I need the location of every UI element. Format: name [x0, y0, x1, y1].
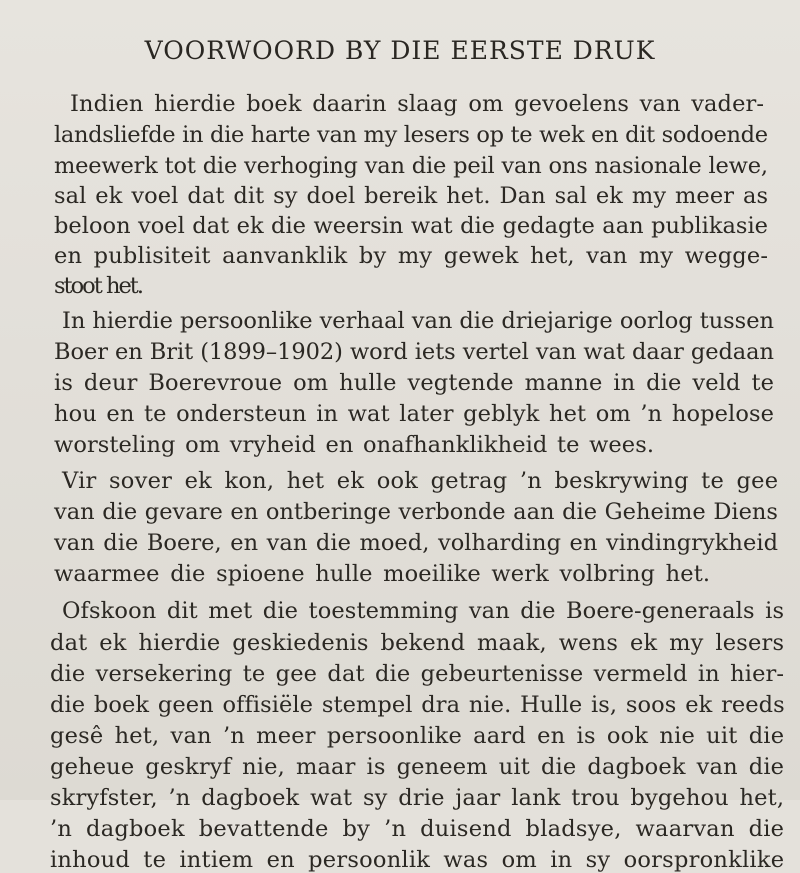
paragraph-4-line-3: die versekering te gee dat die gebeurtenisse vermeld in hier- — [50, 661, 785, 687]
paragraph-1-line-3: meewerk tot die verhoging van die peil van ons nasionale lewe, — [54, 153, 768, 179]
paragraph-4-line-2: dat ek hierdie geskiedenis bekend maak, wens ek my lesers — [50, 630, 785, 656]
paragraph-3-line-2: van die gevare en ontberinge verbonde aan die Geheime Diens — [54, 499, 778, 525]
paragraph-2-line-5: worsteling om vryheid en onafhanklikheid te wees. — [54, 432, 655, 458]
paragraph-1-line-7: stoot het. — [54, 273, 143, 299]
page-title: VOORWOORD BY DIE EERSTE DRUK — [144, 36, 656, 65]
paragraph-4-line-7: skryfster, ’n dagboek wat sy drie jaar lank trou bygehou het, — [50, 785, 785, 811]
paragraph-4-line-9: inhoud te intiem en persoonlik was om in sy oorspronklike — [50, 847, 785, 873]
paragraph-4-line-8: ’n dagboek bevattende by ’n duisend bladsye, waarvan die — [50, 816, 785, 842]
paragraph-4-line-1: Ofskoon dit met die toestemming van die Boere-generaals is — [62, 598, 785, 624]
paragraph-1-line-6: en publisiteit aanvanklik by my gewek het, van my wegge- — [54, 243, 769, 269]
paragraph-4-line-6: geheue geskryf nie, maar is geneem uit die dagboek van die — [50, 754, 785, 780]
paragraph-2-line-2: Boer en Brit (1899–1902) word iets vertel van wat daar gedaan — [54, 339, 774, 365]
paragraph-3-line-1: Vir sover ek kon, het ek ook getrag ’n beskrywing te gee — [62, 468, 779, 494]
paragraph-4-line-4: die boek geen offisiële stempel dra nie. Hulle is, soos ek reeds — [50, 692, 785, 718]
paragraph-1-line-4: sal ek voel dat dit sy doel bereik het. Dan sal ek my meer as — [54, 183, 769, 209]
paragraph-2-line-3: is deur Boerevroue om hulle vegtende manne in die veld te — [54, 370, 775, 396]
paragraph-3-line-4: waarmee die spioene hulle moeilike werk volbring het. — [54, 561, 711, 587]
paragraph-3-line-3: van die Boere, en van die moed, volharding en vindingrykheid — [54, 530, 779, 556]
paragraph-2-line-4: hou en te ondersteun in wat later geblyk het om ’n hopelose — [54, 401, 775, 427]
paragraph-2-line-1: In hierdie persoonlike verhaal van die driejarige oorlog tussen — [62, 308, 774, 334]
paragraph-1-line-2: landsliefde in die harte van my lesers op te wek en dit sodoende — [54, 122, 768, 148]
paragraph-4-line-5: gesê het, van ’n meer persoonlike aard en is ook nie uit die — [50, 723, 785, 749]
paragraph-1-line-5: beloon voel dat ek die weersin wat die gedagte aan publikasie — [54, 213, 769, 239]
paragraph-1-line-1: Indien hierdie boek daarin slaag om gevoelens van vader- — [70, 91, 765, 117]
